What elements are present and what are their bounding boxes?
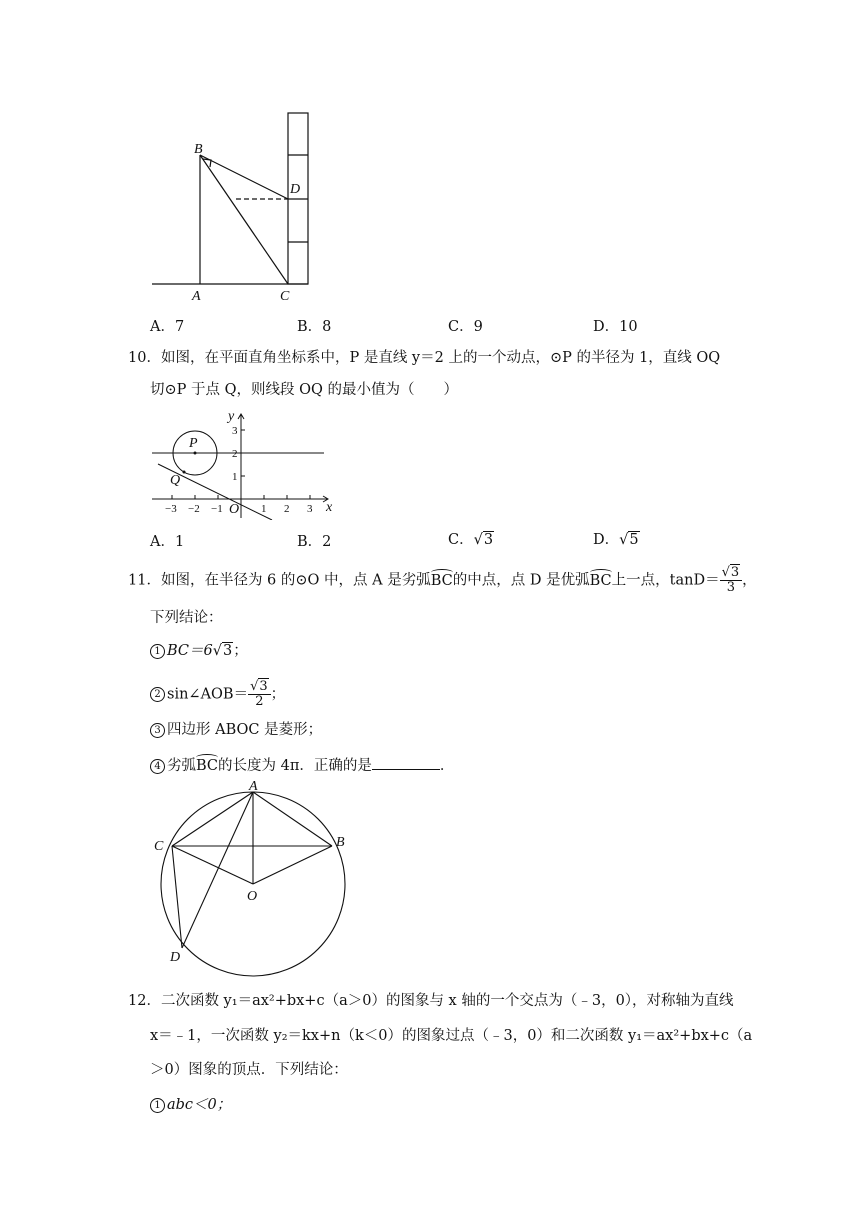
point-p-label: P xyxy=(189,436,198,451)
coordinate-plane-figure xyxy=(148,408,338,520)
x-tick-label: 3 xyxy=(307,503,313,515)
label-c: C xyxy=(280,289,290,304)
circled-number: 1 xyxy=(150,644,165,659)
origin-label: O xyxy=(229,502,240,517)
y-axis-label: y xyxy=(228,409,235,424)
point-q-label: Q xyxy=(170,473,181,488)
arc-bc-label: BC xyxy=(196,758,219,774)
label-a: A xyxy=(192,289,201,304)
q10-option-a: A．1 xyxy=(150,534,185,550)
label-b: B xyxy=(336,835,345,850)
q12-line2: x＝﹣1，一次函数 y₂＝kx+n（k＜0）的图象过点（﹣3，0）和二次函数 y₁＝ax²+bx+c（a xyxy=(150,1028,753,1044)
q10-option-d: D．√5 xyxy=(593,532,639,548)
ladder-wall-figure xyxy=(140,105,340,305)
circled-number: 4 xyxy=(150,759,165,774)
q10-line1: 如图，在平面直角坐标系中，P 是直线 y＝2 上的一个动点，⊙P 的半径为 1，直线 OQ xyxy=(160,350,721,366)
x-tick-label: −1 xyxy=(211,503,223,515)
point-q-dot xyxy=(183,471,186,474)
segment-bo xyxy=(253,846,332,884)
q12-statement-1: 1 abc＜0； xyxy=(150,1095,231,1115)
x-tick-label: −2 xyxy=(188,503,200,515)
x-tick-label: −3 xyxy=(165,503,177,515)
q11-number: 11． xyxy=(128,572,161,589)
x-tick-label: 1 xyxy=(261,503,267,515)
q11-statement-3: 3 四边形 ABOC 是菱形； xyxy=(150,720,322,740)
x-tick-label: 2 xyxy=(284,503,290,515)
label-c: C xyxy=(154,839,164,854)
label-d: D xyxy=(170,950,181,965)
q12-line1: 12．二次函数 y₁＝ax²+bx+c（a＞0）的图象与 x 轴的一个交点为（﹣3，0），对称轴为直线 xyxy=(128,993,734,1009)
tan-fraction: $\frac{√3}{3}$ xyxy=(720,566,743,595)
y-tick-label: 2 xyxy=(232,448,238,460)
q11-statement-2: 2 sin∠AOB＝ $\frac{√3}{2}$ ； xyxy=(150,680,285,709)
q10-option-b: B．2 xyxy=(297,534,332,550)
y-tick-label: 1 xyxy=(232,471,238,483)
segment-cd xyxy=(172,846,182,948)
segment-bc xyxy=(200,155,288,284)
label-d: D xyxy=(290,182,301,197)
circled-number: 2 xyxy=(150,687,165,702)
y-tick-label: 3 xyxy=(232,425,238,437)
arc-bc-label: BC xyxy=(589,572,612,589)
q11-lead: 下列结论： xyxy=(150,610,223,626)
q10-line2: 切⊙P 于点 Q，则线段 OQ 的最小值为（ ） xyxy=(150,382,459,398)
label-b: B xyxy=(194,142,203,157)
label-o: O xyxy=(247,889,258,904)
segment-ab xyxy=(253,792,332,846)
q11-statement-1: 1 BC＝6√3； xyxy=(150,641,248,661)
segment-bd xyxy=(200,155,288,199)
q11-statement-4: 4 劣弧BC的长度为 4π．正确的是 ． xyxy=(150,756,454,776)
answer-blank xyxy=(372,769,440,770)
circle-o-figure xyxy=(150,778,356,982)
q9-option-d: D．10 xyxy=(593,319,638,335)
q9-option-a: A．7 xyxy=(150,319,185,335)
sqrt-radicand: 5 xyxy=(629,532,639,548)
segment-co xyxy=(172,846,253,884)
arc-bc-label: BC xyxy=(430,572,453,589)
label-a: A xyxy=(249,779,258,794)
q9-option-c: C．9 xyxy=(448,319,483,335)
circled-number: 1 xyxy=(150,1098,165,1113)
q10-number: 10． xyxy=(128,350,161,366)
x-axis-label: x xyxy=(326,500,333,515)
q10-stem-line1 xyxy=(128,348,720,368)
sqrt-radicand: 3 xyxy=(483,532,494,548)
point-p-dot xyxy=(194,452,197,455)
q10-option-c: C．√3 xyxy=(448,532,494,548)
circled-number: 3 xyxy=(150,723,165,738)
sin-fraction: $\frac{√3}{2}$ xyxy=(248,680,271,709)
q11-stem-line1: 11．如图，在半径为 6 的⊙O 中，点 A 是劣弧BC的中点，点 D 是优弧BC上一点，tanD＝ $\frac{√3}{3}$ ， xyxy=(128,565,757,595)
q9-option-b: B．8 xyxy=(297,319,332,335)
q12-line3: ＞0）图象的顶点．下列结论： xyxy=(150,1062,348,1078)
